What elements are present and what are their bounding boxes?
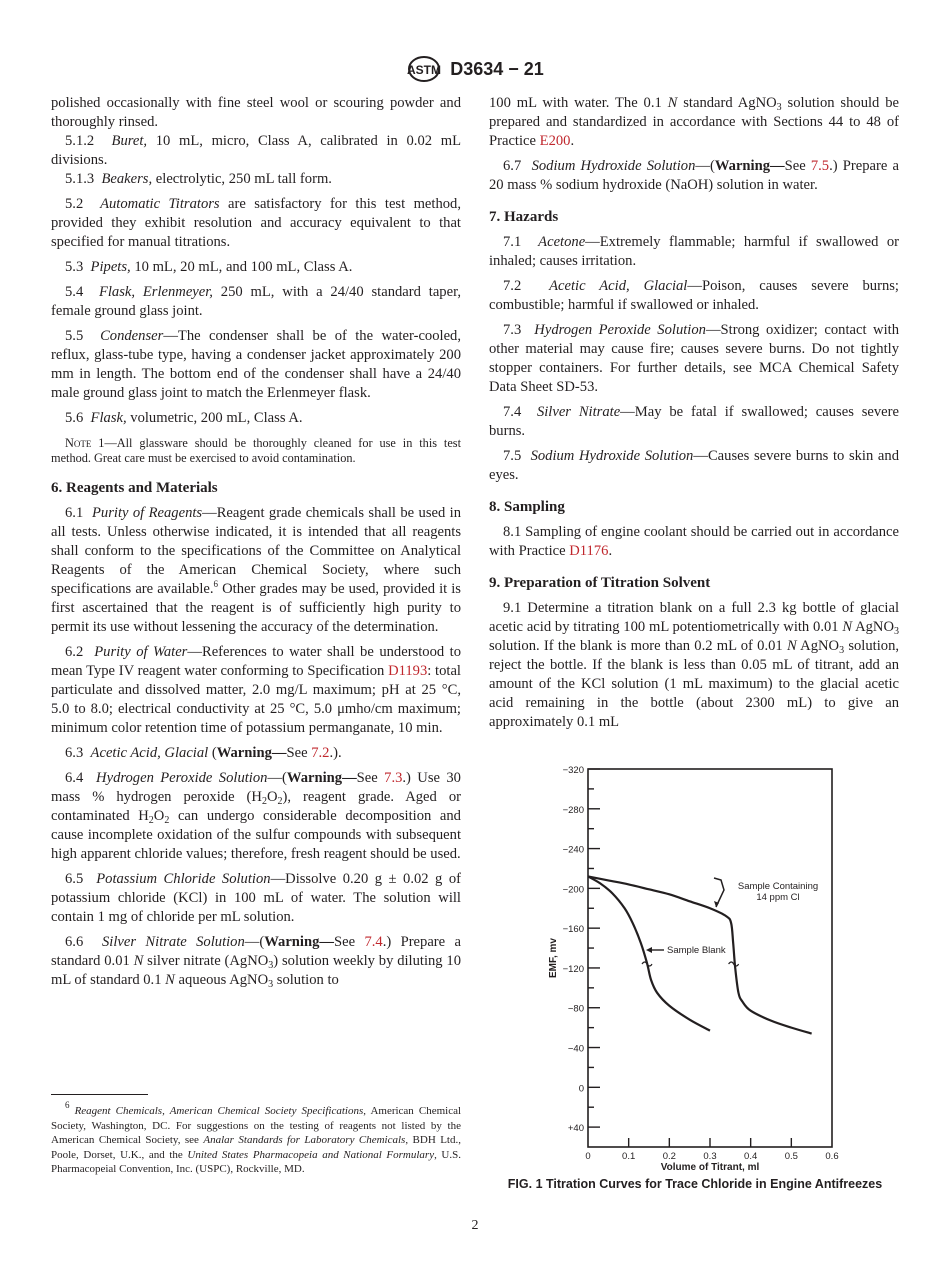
paragraph-continued-6-6: 100 mL with water. The 0.1 N standard AgNO$_3$ solution should be prepared and standardized in accordance with Sections 44 to 48 of Practice E200. xyxy=(489,95,899,149)
x-tick-label: 0.1 xyxy=(622,1151,636,1162)
annotation-14ppm-line2: 14 ppm Cl xyxy=(756,892,800,903)
y-tick-label: −80 xyxy=(567,1003,584,1015)
section-5-5: 5.5 Condenser—The condenser shall be of the water-cooled, reflux, glass-tube type, having a condenser jacket approximately 200 mm in length. The bottom end of the condenser shall have a 24/40 male ground glass joint to match the Erlenmeyer flask. xyxy=(51,328,462,401)
x-tick-label: 0.6 xyxy=(825,1151,839,1162)
note-1: Note 1—All glassware should be thoroughly cleaned for use in this test method. Great care must be exercised to avoid contamination. xyxy=(51,436,461,465)
footnote-ref-6[interactable]: 6 xyxy=(213,579,219,589)
x-tick-label: 0.4 xyxy=(744,1151,758,1162)
x-tick-label: 0.3 xyxy=(703,1151,717,1162)
section-6-6: 6.6 Silver Nitrate Solution—(Warning—See 7.4.) Prepare a standard 0.01 N silver nitrate (AgNO$_3$) solution weekly by diluting 10 mL of standard 0.1 N aqueous AgNO$_3$ solution to xyxy=(51,934,462,990)
section-5-1-3: 5.1.3 Beakers, electrolytic, 250 mL tall form. xyxy=(65,171,332,187)
svg-text:ASTM: ASTM xyxy=(407,63,442,77)
heading-section-6: 6. Reagents and Materials xyxy=(51,480,218,496)
link-d1176[interactable]: D1176 xyxy=(569,543,609,559)
y-tick-label: −120 xyxy=(562,963,584,975)
section-7-5: 7.5 Sodium Hydroxide Solution—Causes severe burns to skin and eyes. xyxy=(489,448,900,483)
y-tick-label: −280 xyxy=(562,804,584,816)
section-5-2: 5.2 Automatic Titrators are satisfactory for this test method, provided they exhibit resolution and accuracy equivalent to that specified for manual titrations. xyxy=(51,196,461,250)
section-5-1-2: 5.1.2 Buret, 10 mL, micro, Class A, calibrated in 0.02 mL divisions. xyxy=(51,133,461,168)
section-7-2: 7.2 Acetic Acid, Glacial—Poison, causes severe burns; combustible; harmful if swallowed or inhaled. xyxy=(489,278,899,313)
section-6-5: 6.5 Potassium Chloride Solution—Dissolve 0.20 g ± 0.02 g of potassium chloride (KCl) in 100 mL of water. The solution will contain 1 mg of chloride per mL solution. xyxy=(51,871,461,925)
heading-section-9: 9. Preparation of Titration Solvent xyxy=(489,575,711,591)
footnote-divider xyxy=(51,1094,148,1095)
y-tick-label: −200 xyxy=(562,884,584,896)
section-6-3: 6.3 Acetic Acid, Glacial (Warning—See 7.2.). xyxy=(65,745,342,761)
plot-frame xyxy=(588,769,832,1147)
document-code: D3634 − 21 xyxy=(450,58,544,79)
link-e200[interactable]: E200 xyxy=(539,133,571,149)
y-tick-label: −40 xyxy=(567,1043,584,1055)
section-6-7: 6.7 Sodium Hydroxide Solution—(Warning—See 7.5.) Prepare a 20 mass % sodium hydroxide (NaOH) solution in water. xyxy=(489,158,899,193)
x-tick-label: 0.2 xyxy=(662,1151,676,1162)
y-tick-label: −320 xyxy=(562,765,584,776)
y-axis-label: EMF, mv xyxy=(548,937,559,979)
left-column xyxy=(51,94,461,996)
chart-svg xyxy=(540,755,860,1175)
section-5-4: 5.4 Flask, Erlenmeyer, 250 mL, with a 24/40 standard taper, female ground glass joint. xyxy=(51,284,462,319)
section-5-3: 5.3 Pipets, 10 mL, 20 mL, and 100 mL, Class A. xyxy=(65,259,353,275)
section-5-6: 5.6 Flask, volumetric, 200 mL, Class A. xyxy=(65,410,303,426)
annotation-14ppm-line1: Sample Containing xyxy=(737,881,819,892)
titration-chart xyxy=(540,755,860,1175)
y-tick-label: −160 xyxy=(562,924,584,936)
link-7-2[interactable]: 7.2 xyxy=(311,745,330,761)
section-7-3: 7.3 Hydrogen Peroxide Solution—Strong oxidizer; contact with other material may cause fire; causes severe burns. Do not tightly stopper containers. For further details, see MCA Chemical Safety Data Sheet SD-53. xyxy=(489,322,899,395)
x-axis-label: Volume of Titrant, ml xyxy=(660,1162,760,1173)
page-header xyxy=(0,55,950,83)
section-8-1: 8.1 Sampling of engine coolant should be carried out in accordance with Practice D1176. xyxy=(489,524,899,559)
x-tick-label: 0.5 xyxy=(784,1151,798,1162)
link-7-3[interactable]: 7.3 xyxy=(384,770,403,786)
section-9-1: 9.1 Determine a titration blank on a full 2.3 kg bottle of glacial acetic acid by titrating 100 mL potentiometrically with 0.01 N AgNO$_3$ solution. If the blank is more than 0.2 mL of 0.01 N AgNO$_3$ solution, reject the bottle. If the blank is less than 0.05 mL of titrant, add an amount of the KCl solution (1 mL maximum) to the glacial acetic acid remaining in the bottle (about 2300 mL) to give an approximately 0.1 mL xyxy=(489,600,900,730)
section-6-1: 6.1 Purity of Reagents—Reagent grade chemicals shall be used in all tests. Unless otherwise indicated, it is intended that all reagents shall conform to the specifications of the Committee on Analytical Reagents of the American Chemical Society, where such specifications are available.$^6$ Other grades may be used, provided it is first ascertained that the reagent is of sufficiently high purity to permit its use without lessening the accuracy of the determination. xyxy=(51,505,461,635)
section-6-4: 6.4 Hydrogen Peroxide Solution—(Warning—See 7.3.) Use 30 mass % hydrogen peroxide $(H_2O_2)$, reagent grade. Aged or contaminated $H_2O_2$ can undergo considerable decomposition and cause incomplete oxidation of the sulfur compounds with subsequent high apparent chloride values; therefore, fresh reagent should be used. xyxy=(51,770,461,862)
y-tick-label: −240 xyxy=(562,844,584,856)
y-tick-label: +40 xyxy=(567,1123,584,1135)
section-7-1: 7.1 Acetone—Extremely flammable; harmful if swallowed or inhaled; causes irritation. xyxy=(489,234,899,269)
annotation-blank: Sample Blank xyxy=(667,945,726,956)
heading-section-8: 8. Sampling xyxy=(489,499,565,515)
paragraph-continued: polished occasionally with fine steel wool or scouring powder and thoroughly rinsed. xyxy=(51,95,461,130)
y-tick-label: 0 xyxy=(578,1083,584,1095)
x-tick-label: 0 xyxy=(585,1151,591,1162)
footnote-6: $^6$ Reagent Chemicals, American Chemical Society Specifications, American Chemical Society, Washington, DC. For suggestions on the testing of reagents not listed by the American Chemical Society, see Analar Standards for Laboratory Chemicals, BDH Ltd., Poole, Dorset, U.K., and the United States Pharmacopeia and National Formulary, U.S. Pharmacopeial Convention, Inc. (USPC), Rockville, MD. xyxy=(51,1100,462,1175)
section-6-2: 6.2 Purity of Water—References to water shall be understood to mean Type IV reagent water conforming to Specification D1193: total particulate and dissolved matter, 2.0 mg/L maximum; pH at 25 °C, 5.0 to 8.0; electrical conductivity at 25 °C, 5.0 μmho/cm maximum; minimum color retention time of potassium permanganate, 10 min. xyxy=(51,644,462,736)
page-number: 2 xyxy=(471,1218,479,1233)
right-column xyxy=(489,94,899,738)
figure-caption: FIG. 1 Titration Curves for Trace Chloride in Engine Antifreezes xyxy=(507,1177,883,1191)
astm-logo-icon xyxy=(406,55,442,83)
link-d1193[interactable]: D1193 xyxy=(388,663,428,679)
heading-section-7: 7. Hazards xyxy=(489,209,559,225)
section-7-4: 7.4 Silver Nitrate—May be fatal if swallowed; causes severe burns. xyxy=(489,404,899,439)
link-7-5[interactable]: 7.5 xyxy=(810,158,830,174)
link-7-4[interactable]: 7.4 xyxy=(364,934,383,950)
